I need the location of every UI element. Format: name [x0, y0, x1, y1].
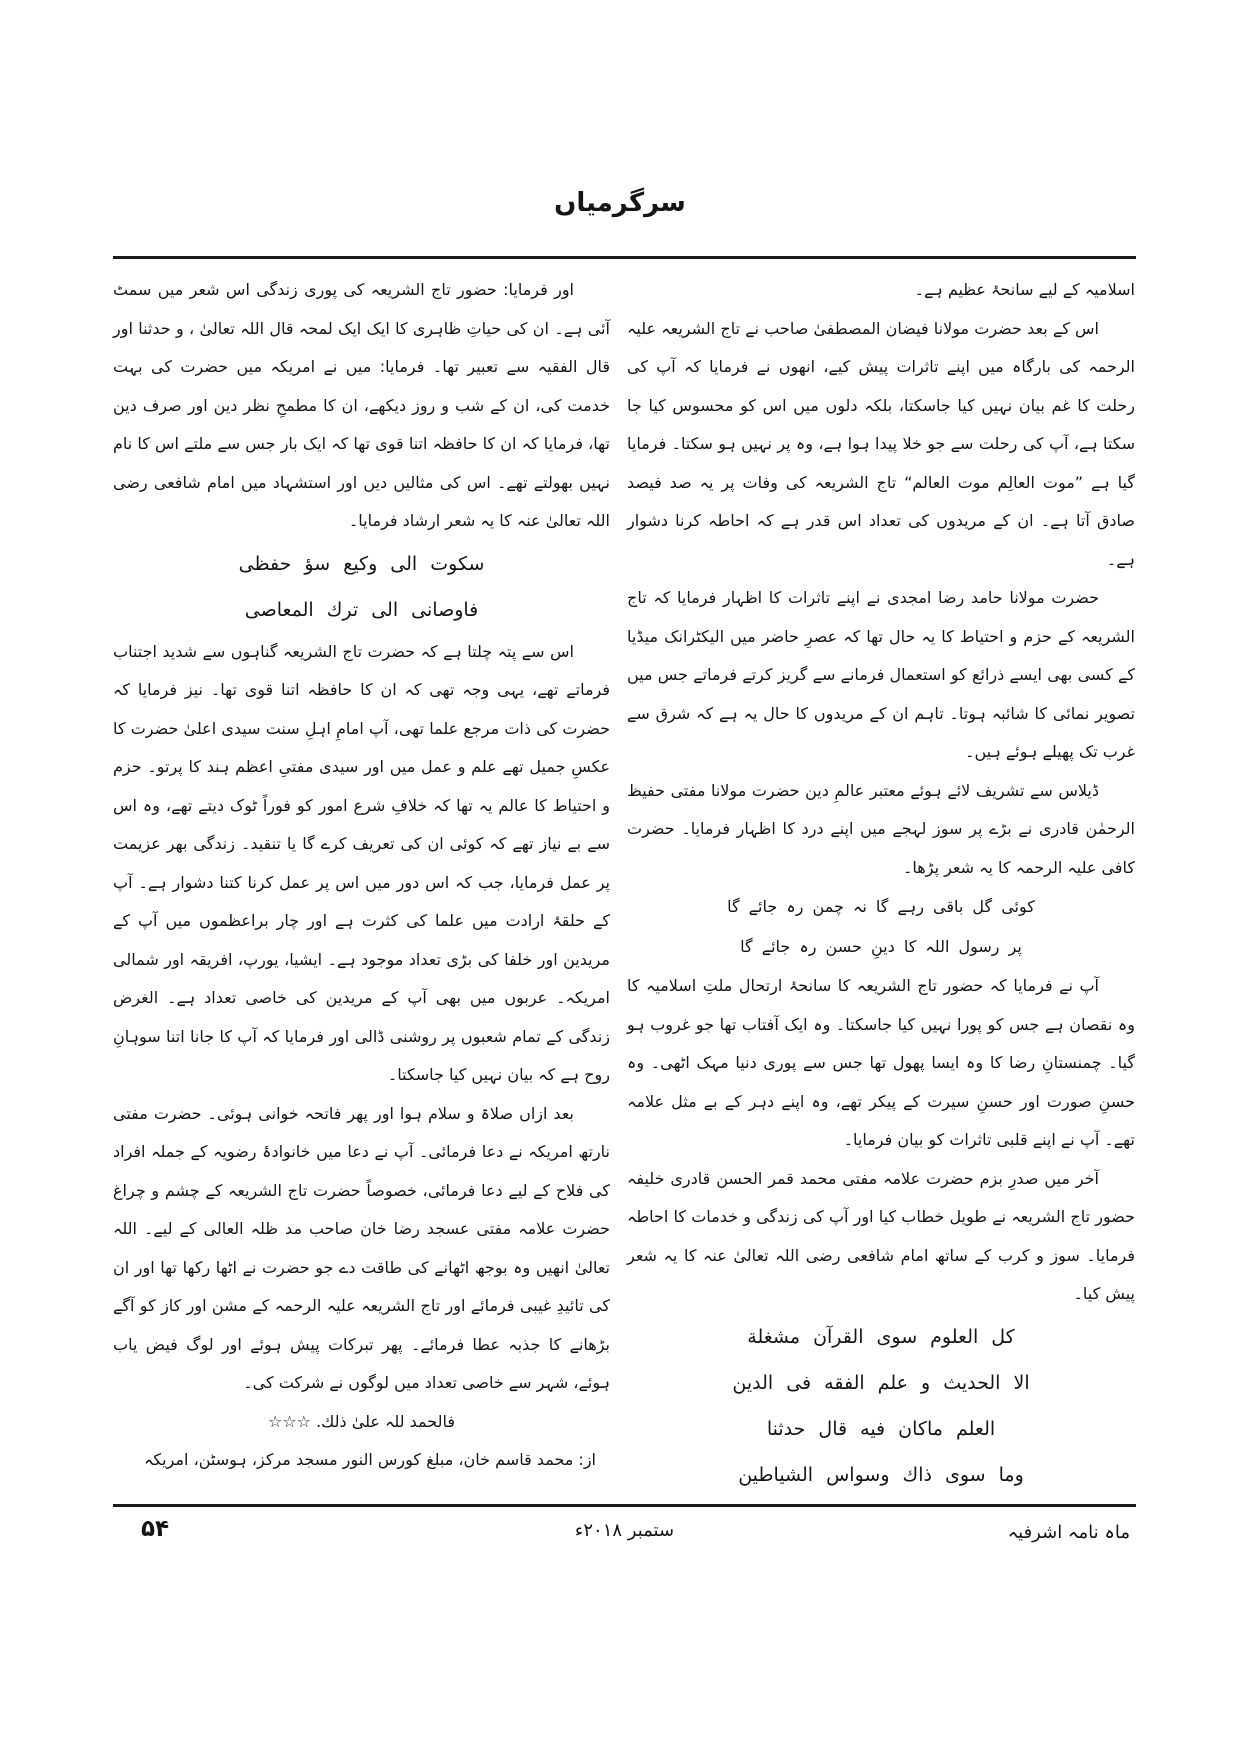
arabic-verse [113, 541, 610, 633]
arabic-verse [627, 1314, 1135, 1498]
verse-line: فاوصانى الى ترك المعاصى [244, 598, 479, 621]
verse-line: سكوت الى وكيع سؤ حفظى [238, 552, 485, 575]
verse-line: کوئی گل باقی رہے گا نہ چمن رہ جائے گا [727, 897, 1035, 916]
closing-line: فالحمد للہ علیٰ ذلك. ☆☆☆ [267, 1411, 456, 1431]
page-number: ۵۴ [141, 1516, 170, 1542]
verse-line: الا الحديث و علم الفقه فى الدين [732, 1371, 1030, 1394]
right-text-column [627, 271, 1135, 1498]
verse-line: وما سوى ذاك وسواس الشياطين [738, 1463, 1024, 1486]
text-paragraph: اور فرمایا: حضور تاج الشریعہ کی پوری زندگی اس شعر میں سمٹ آئی ہے۔ ان کی حیاتِ ظاہری کا ایک ایک لمحہ قال اللہ تعالیٰ ، و حدثنا اور قال الفقیہ سے تعبیر تھا۔ فرمایا: میں نے امریکہ میں حضرت کی بہت خدمت کی، ان کے شب و روز دیکھے، ان کا مطمحِ نظر دین اور صرف دین تھا، فرمایا کہ ان کا حافظہ اتنا قوی تھا کہ ایک بار جس سے ملتے اس کا نام نہیں بھولتے تھے۔ اس کی مثالیں دیں اور استشہاد میں امام شافعی رضی اللہ تعالیٰ عنہ کا یہ شعر ارشاد فرمایا۔ [113, 280, 610, 530]
page-footer [113, 1512, 1136, 1564]
author-byline: از: محمد قاسم خان، مبلغ کورس النور مسجد مرکز، ہوسٹن، امریکہ [143, 1450, 596, 1469]
verse-line: كل العلوم سوى القرآن مشغلة [747, 1325, 1015, 1348]
text-paragraph: اسلامیہ کے لیے سانحۂ عظیم ہے۔ [914, 280, 1135, 299]
verse-line: العلم ماكان فيه قال حدثنا [766, 1417, 996, 1440]
urdu-verse [627, 887, 1135, 967]
text-paragraph: بعد ازاں صلاۃ و سلام ہوا اور پھر فاتحہ خوانی ہوئی۔ حضرت مفتی نارتھ امریکہ نے دعا فرمائی۔ آپ نے دعا میں خانوادۂ رضویہ کے جملہ افراد کی فلاح کے لیے دعا فرمائی، خصوصاً حضرت تاج الشریعہ کے چشم و چراغ حضرت علامہ مفتی عسجد رضا خان صاحب مد ظلہ العالی کے لیے۔ اللہ تعالیٰ انھیں وہ بوجھ اٹھانے کی طاقت دے جو حضرت نے اٹھا رکھا تھا اور ان کی تائیدِ غیبی فرمائے اور تاج الشریعہ علیہ الرحمہ کے مشن اور کاز کو آگے بڑھانے کا جذبہ عطا فرمائے۔ پھر تبرکات پیش ہوئے اور لوگ فیض یاب ہوئے، شہر سے خاصی تعداد میں لوگوں نے شرکت کی۔ [113, 1103, 610, 1392]
text-paragraph: اس کے بعد حضرت مولانا فیضان المصطفیٰ صاحب نے تاج الشریعہ علیہ الرحمہ کی بارگاہ میں اپنے تاثرات پیش کیے، انھوں نے فرمایا کہ آپ کی رحلت کا غم بیان نہیں کیا جاسکتا، بلکہ دلوں میں اس کو محسوس کیا جا سکتا ہے، آپ کی رحلت سے جو خلا پیدا ہوا ہے، وہ پر نہیں ہو سکتا۔ فرمایا گیا ہے ”موت العالِم موت العالم“ تاج الشریعہ کی وفات پر یہ صد فیصد صادق آتا ہے۔ ان کے مریدوں کی تعداد اس قدر ہے کہ احاطہ کرنا دشوار ہے۔ [627, 318, 1135, 569]
header-divider [113, 256, 1136, 259]
text-paragraph: اس سے پتہ چلتا ہے کہ حضرت تاج الشریعہ گناہوں سے شدید اجتناب فرماتے تھے، یہی وجہ تھی کہ ان کا حافظہ اتنا قوی تھا۔ نیز فرمایا کہ حضرت کی ذات مرجع علما تھی، آپ امامِ اہلِ سنت سیدی اعلیٰ حضرت کا عکسِ جمیل تھے علم و عمل میں اور سیدی مفتیِ اعظم ہند کا پرتو۔ حزم و احتیاط کا عالم یہ تھا کہ خلافِ شرع امور کو فوراً ٹوک دیتے تھے، وہ اس سے بے نیاز تھے کہ کوئی ان کی تعریف کرے گا یا تنقید۔ زندگی بھر عزیمت پر عمل فرمایا، جب کہ اس دور میں اس پر عمل کرنا کتنا دشوار ہے۔ آپ کے حلقۂ ارادت میں علما کی کثرت ہے اور چار براعظموں میں آپ کے مریدین اور خلفا کی بڑی تعداد موجود ہے۔ ایشیا، یورپ، افریقہ اور شمالی امریکہ۔ عربوں میں بھی آپ کے مریدین کی خاصی تعداد ہے۔ الغرض زندگی کے تمام شعبوں پر روشنی ڈالی اور فرمایا کہ آپ کا جانا اتنا سوہانِ روح ہے کہ بیان نہیں کیا جاسکتا۔ [113, 641, 610, 1084]
footer-divider [113, 1504, 1136, 1507]
text-paragraph: حضرت مولانا حامد رضا امجدی نے اپنے تاثرات کا اظہار فرمایا کہ تاج الشریعہ کے حزم و احتیاط کا یہ حال تھا کہ عصرِ حاضر میں الیکٹرانک میڈیا کے کسی بھی ایسے ذرائع کو استعمال فرمانے سے گریز کرتے فرماتے جس میں تصویر نمائی کا شائبہ ہوتا۔ تاہم ان کے مریدوں کا حال یہ ہے کہ شرق سے غرب تک پھیلے ہوئے ہیں۔ [627, 588, 1135, 761]
text-paragraph: آپ نے فرمایا کہ حضور تاج الشریعہ کا سانحۂ ارتحال ملتِ اسلامیہ کا وہ نقصان ہے جس کو پورا نہیں کیا جاسکتا۔ وہ ایک آفتاب تھا جو غروب ہو گیا۔ چمنستانِ رضا کا وہ ایسا پھول تھا جس سے پوری دنیا مہک اٹھی۔ وہ حسنِ صورت اور حسنِ سیرت کے پیکر تھے، وہ اپنے دہر کے بے مثل علامہ تھے۔ آپ نے اپنے قلبی تاثرات کو بیان فرمایا۔ [627, 976, 1135, 1149]
text-paragraph: ڈیلاس سے تشریف لائے ہوئے معتبر عالمِ دین حضرت مولانا مفتی حفیظ الرحمٰن قادری نے بڑے پر سوز لہجے میں اپنے درد کا اظہار فرمایا۔ حضرت کافی علیہ الرحمہ کا یہ شعر پڑھا۔ [627, 780, 1135, 877]
page-title: سرگرمیاں [554, 188, 686, 218]
verse-line: پر رسول اللہ کا دینِ حسن رہ جائے گا [740, 937, 1022, 956]
magazine-name: ماہ نامہ اشرفیہ [1007, 1522, 1130, 1543]
left-text-column [113, 271, 610, 1480]
text-paragraph: آخر میں صدرِ بزم حضرت علامہ مفتی محمد قمر الحسن قادری خلیفہ حضور تاج الشریعہ نے طویل خطاب کیا اور آپ کی زندگی و خدمات کا احاطہ فرمایا۔ سوز و کرب کے ساتھ امام شافعی رضی اللہ تعالیٰ عنہ کا یہ شعر پیش کیا۔ [627, 1168, 1135, 1303]
issue-date: ستمبر ۲۰۱۸ء [574, 1520, 675, 1541]
